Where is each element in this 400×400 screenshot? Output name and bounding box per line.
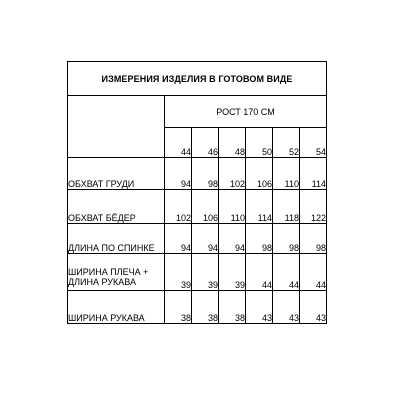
size-cell: 46 — [192, 128, 219, 158]
value-cell: 114 — [246, 190, 273, 224]
size-cell: 52 — [273, 128, 300, 158]
chest-row — [68, 158, 327, 190]
row-label-back-length: ДЛИНА ПО СПИНКЕ — [68, 224, 165, 254]
size-cell: 44 — [165, 128, 192, 158]
value-cell: 114 — [300, 158, 327, 190]
value-cell: 110 — [219, 190, 246, 224]
value-cell: 38 — [165, 291, 192, 324]
value-cell: 118 — [273, 190, 300, 224]
value-cell: 122 — [300, 190, 327, 224]
value-cell: 39 — [165, 254, 192, 291]
height-row — [68, 96, 327, 128]
sleeve-width-row — [68, 291, 327, 324]
value-cell: 98 — [273, 224, 300, 254]
size-chart-table — [67, 61, 327, 324]
value-cell: 44 — [300, 254, 327, 291]
shoulder-sleeve-row — [68, 254, 327, 291]
hips-row — [68, 190, 327, 224]
label-line: ДЛИНА РУКАВА — [68, 277, 136, 287]
row-label-chest: ОБХВАТ ГРУДИ — [68, 158, 165, 190]
label-line: ШИРИНА ПЛЕЧА + — [68, 267, 149, 277]
value-cell: 94 — [165, 224, 192, 254]
value-cell: 98 — [300, 224, 327, 254]
value-cell: 43 — [273, 291, 300, 324]
empty-corner-cell — [68, 96, 165, 158]
table-title: ИЗМЕРЕНИЯ ИЗДЕЛИЯ В ГОТОВОМ ВИДЕ — [68, 62, 327, 96]
value-cell: 106 — [246, 158, 273, 190]
value-cell: 38 — [219, 291, 246, 324]
value-cell: 44 — [246, 254, 273, 291]
back-length-row — [68, 224, 327, 254]
value-cell: 38 — [192, 291, 219, 324]
value-cell: 98 — [192, 158, 219, 190]
title-row — [68, 62, 327, 96]
height-label: РОСТ 170 СМ — [165, 96, 327, 128]
value-cell: 39 — [192, 254, 219, 291]
value-cell: 102 — [165, 190, 192, 224]
value-cell: 44 — [273, 254, 300, 291]
value-cell: 110 — [273, 158, 300, 190]
row-label-shoulder-sleeve — [68, 254, 165, 291]
value-cell: 94 — [219, 224, 246, 254]
value-cell: 39 — [219, 254, 246, 291]
size-cell: 48 — [219, 128, 246, 158]
value-cell: 43 — [300, 291, 327, 324]
value-cell: 94 — [165, 158, 192, 190]
value-cell: 102 — [219, 158, 246, 190]
value-cell: 43 — [246, 291, 273, 324]
size-cell: 50 — [246, 128, 273, 158]
row-label-hips: ОБХВАТ БЁДЕР — [68, 190, 165, 224]
size-cell: 54 — [300, 128, 327, 158]
value-cell: 98 — [246, 224, 273, 254]
value-cell: 94 — [192, 224, 219, 254]
value-cell: 106 — [192, 190, 219, 224]
row-label-sleeve-width: ШИРИНА РУКАВА — [68, 291, 165, 324]
